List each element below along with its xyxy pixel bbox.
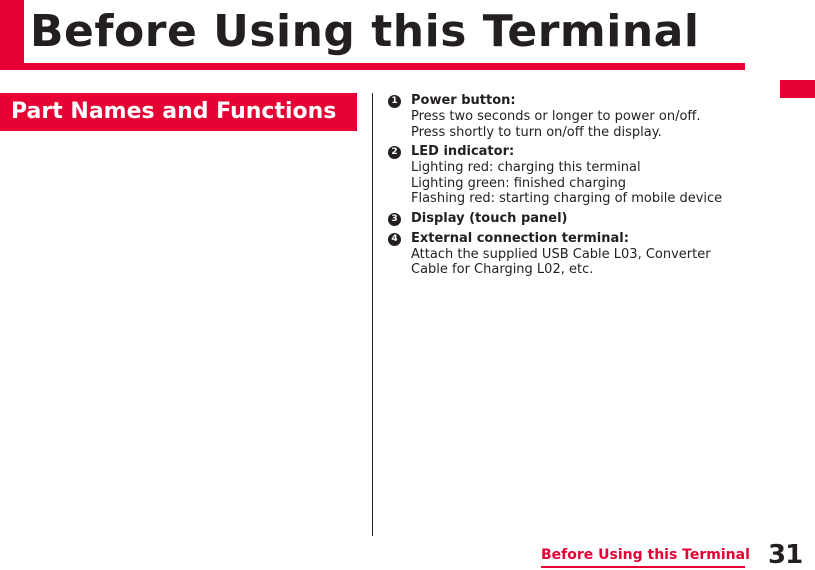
part-list (386, 93, 751, 282)
item-description: Press two seconds or longer to power on/off. (411, 109, 701, 124)
list-item (386, 144, 751, 207)
item-title: Display (touch panel) (411, 210, 568, 226)
list-item (386, 93, 751, 140)
item-description: Lighting red: charging this terminal (411, 160, 641, 175)
section-header: Part Names and Functions (0, 93, 357, 131)
list-item (386, 231, 751, 278)
section-index-tab (780, 80, 815, 98)
item-title: External connection terminal: (411, 230, 629, 246)
page-number: 31 (768, 540, 803, 570)
item-number-badge: 3 (388, 213, 401, 226)
item-description: Cable for Charging L02, etc. (411, 262, 594, 277)
footer-section-label: Before Using this Terminal (541, 547, 750, 563)
list-item (386, 211, 751, 227)
item-title: Power button: (411, 93, 516, 108)
item-number-badge: 1 (388, 95, 401, 108)
title-underline (0, 63, 745, 70)
item-number-badge: 4 (388, 233, 401, 246)
item-description: Press shortly to turn on/off the display. (411, 124, 662, 140)
item-title: LED indicator: (411, 144, 515, 159)
title-bar (0, 0, 745, 70)
title-accent-bar (0, 0, 24, 70)
item-description: Attach the supplied USB Cable L03, Converter (411, 246, 711, 262)
item-description: Lighting green: finished charging (411, 175, 626, 191)
item-description: Flashing red: starting charging of mobile device (411, 191, 723, 206)
item-number-badge: 2 (388, 146, 401, 159)
page-title: Before Using this Terminal (30, 6, 700, 57)
footer-underline (541, 566, 745, 568)
column-divider (372, 93, 373, 536)
